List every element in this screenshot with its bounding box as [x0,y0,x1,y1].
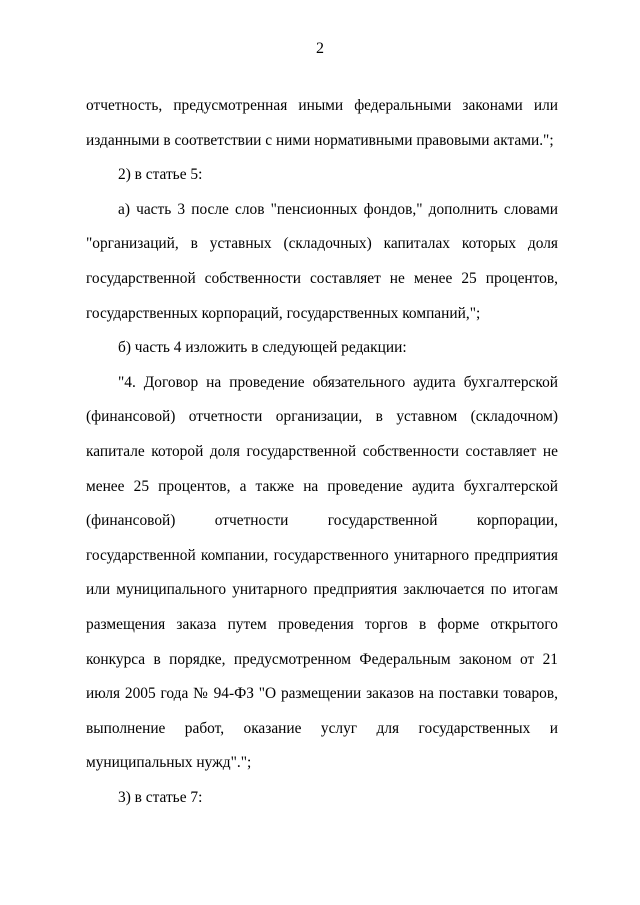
paragraph-item-2a: а) часть 3 после слов "пенсионных фондов," дополнить словами "организаций, в уставных (складочных) капиталах которых доля государственной собственности составляет не менее 25 процентов, государственных корпораций, государственных компаний,"; [86,200,558,322]
page-number: 2 [316,40,324,57]
paragraph-item-2: 2) в статье 5: [118,166,203,184]
paragraph-continuation: отчетность, предусмотренная иными федеральными законами или изданными в соответствии с ними нормативными правовыми актами."; [86,97,558,149]
paragraph-item-3: 3) в статье 7: [118,788,203,806]
paragraph-part-4-text: "4. Договор на проведение обязательного аудита бухгалтерской (финансовой) отчетности организации, в уставном (складочном) капитале которой доля государственной собственности составляет не менее 25 процентов, а также на проведение аудита бухгалтерской (финансовой) отчетности государственной корпорации, государственной компании, государственного унитарного предприятия или муниципального унитарного предприятия заключается по итогам размещения заказа путем проведения торгов в форме открытого конкурса в порядке, предусмотренном Федеральным законом от 21 июля 2005 года № 94-ФЗ "О размещении заказов на поставки товаров, выполнение работ, оказание услуг для государственных и муниципальных нужд"."; [86,373,558,772]
paragraph-item-2b: б) часть 4 изложить в следующей редакции: [118,339,407,357]
document-body [86,89,558,815]
